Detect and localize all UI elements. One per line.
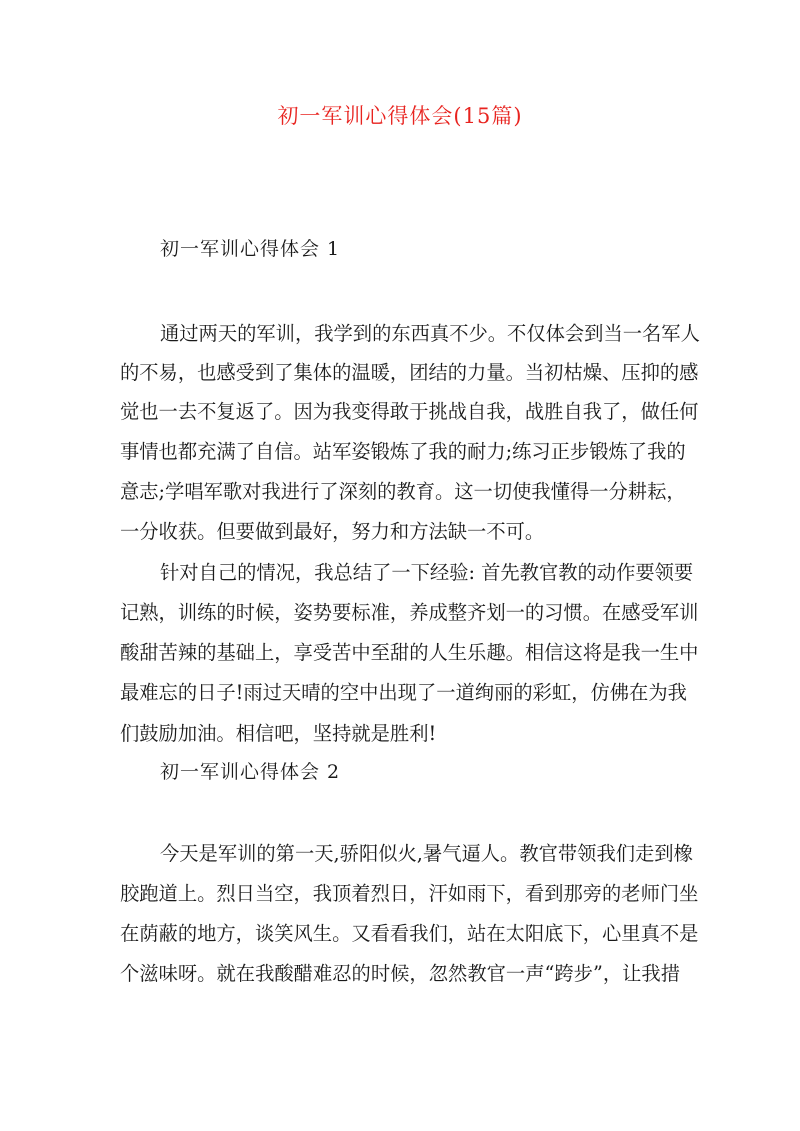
section-heading-2: 初一军训心得体会 2 — [160, 761, 341, 783]
text-line: 在荫蔽的地方，谈笑风生。又看看我们，站在太阳底下，心里真不是 — [120, 922, 699, 945]
text-line: 意志;学唱军歌对我进行了深刻的教育。这一切使我懂得一分耕耘， — [120, 480, 686, 503]
text-line: 个滋味呀。就在我酸醋难忍的时候，忽然教官一声“跨步”，让我措 — [120, 962, 680, 985]
text-line: 记熟，训练的时候，姿势要标准，养成整齐划一的习惯。在感受军训 — [120, 601, 699, 624]
text-line: 一分收获。但要做到最好，努力和方法缺一不可。 — [120, 520, 545, 543]
text-line: 针对自己的情况，我总结了一下经验: 首先教官教的动作要领要 — [160, 561, 694, 584]
text-line: 酸甜苦辣的基础上，享受苦中至甜的人生乐趣。相信这将是我一生中 — [120, 641, 699, 664]
text-line: 的不易，也感受到了集体的温暖，团结的力量。当初枯燥、压抑的感 — [120, 361, 699, 384]
text-line: 今天是军训的第一天,骄阳似火,暑气逼人。教官带领我们走到橡 — [160, 842, 693, 865]
section-heading-1: 初一军训心得体会 1 — [160, 238, 341, 260]
text-line: 事情也都充满了自信。站军姿锻炼了我的耐力;练习正步锻炼了我的 — [120, 440, 686, 463]
document-title: 初一军训心得体会(15篇) — [277, 104, 523, 128]
text-line: 们鼓励加油。相信吧，坚持就是胜利! — [120, 722, 437, 745]
text-line: 最难忘的日子!雨过天晴的空中出现了一道绚丽的彩虹，仿佛在为我 — [120, 681, 687, 704]
text-line: 通过两天的军训，我学到的东西真不少。不仅体会到当一名军人 — [160, 322, 700, 345]
text-line: 觉也一去不复返了。因为我变得敢于挑战自我，战胜自我了，做任何 — [120, 400, 699, 423]
text-line: 胶跑道上。烈日当空，我顶着烈日，汗如雨下，看到那旁的老师门坐 — [120, 882, 699, 905]
